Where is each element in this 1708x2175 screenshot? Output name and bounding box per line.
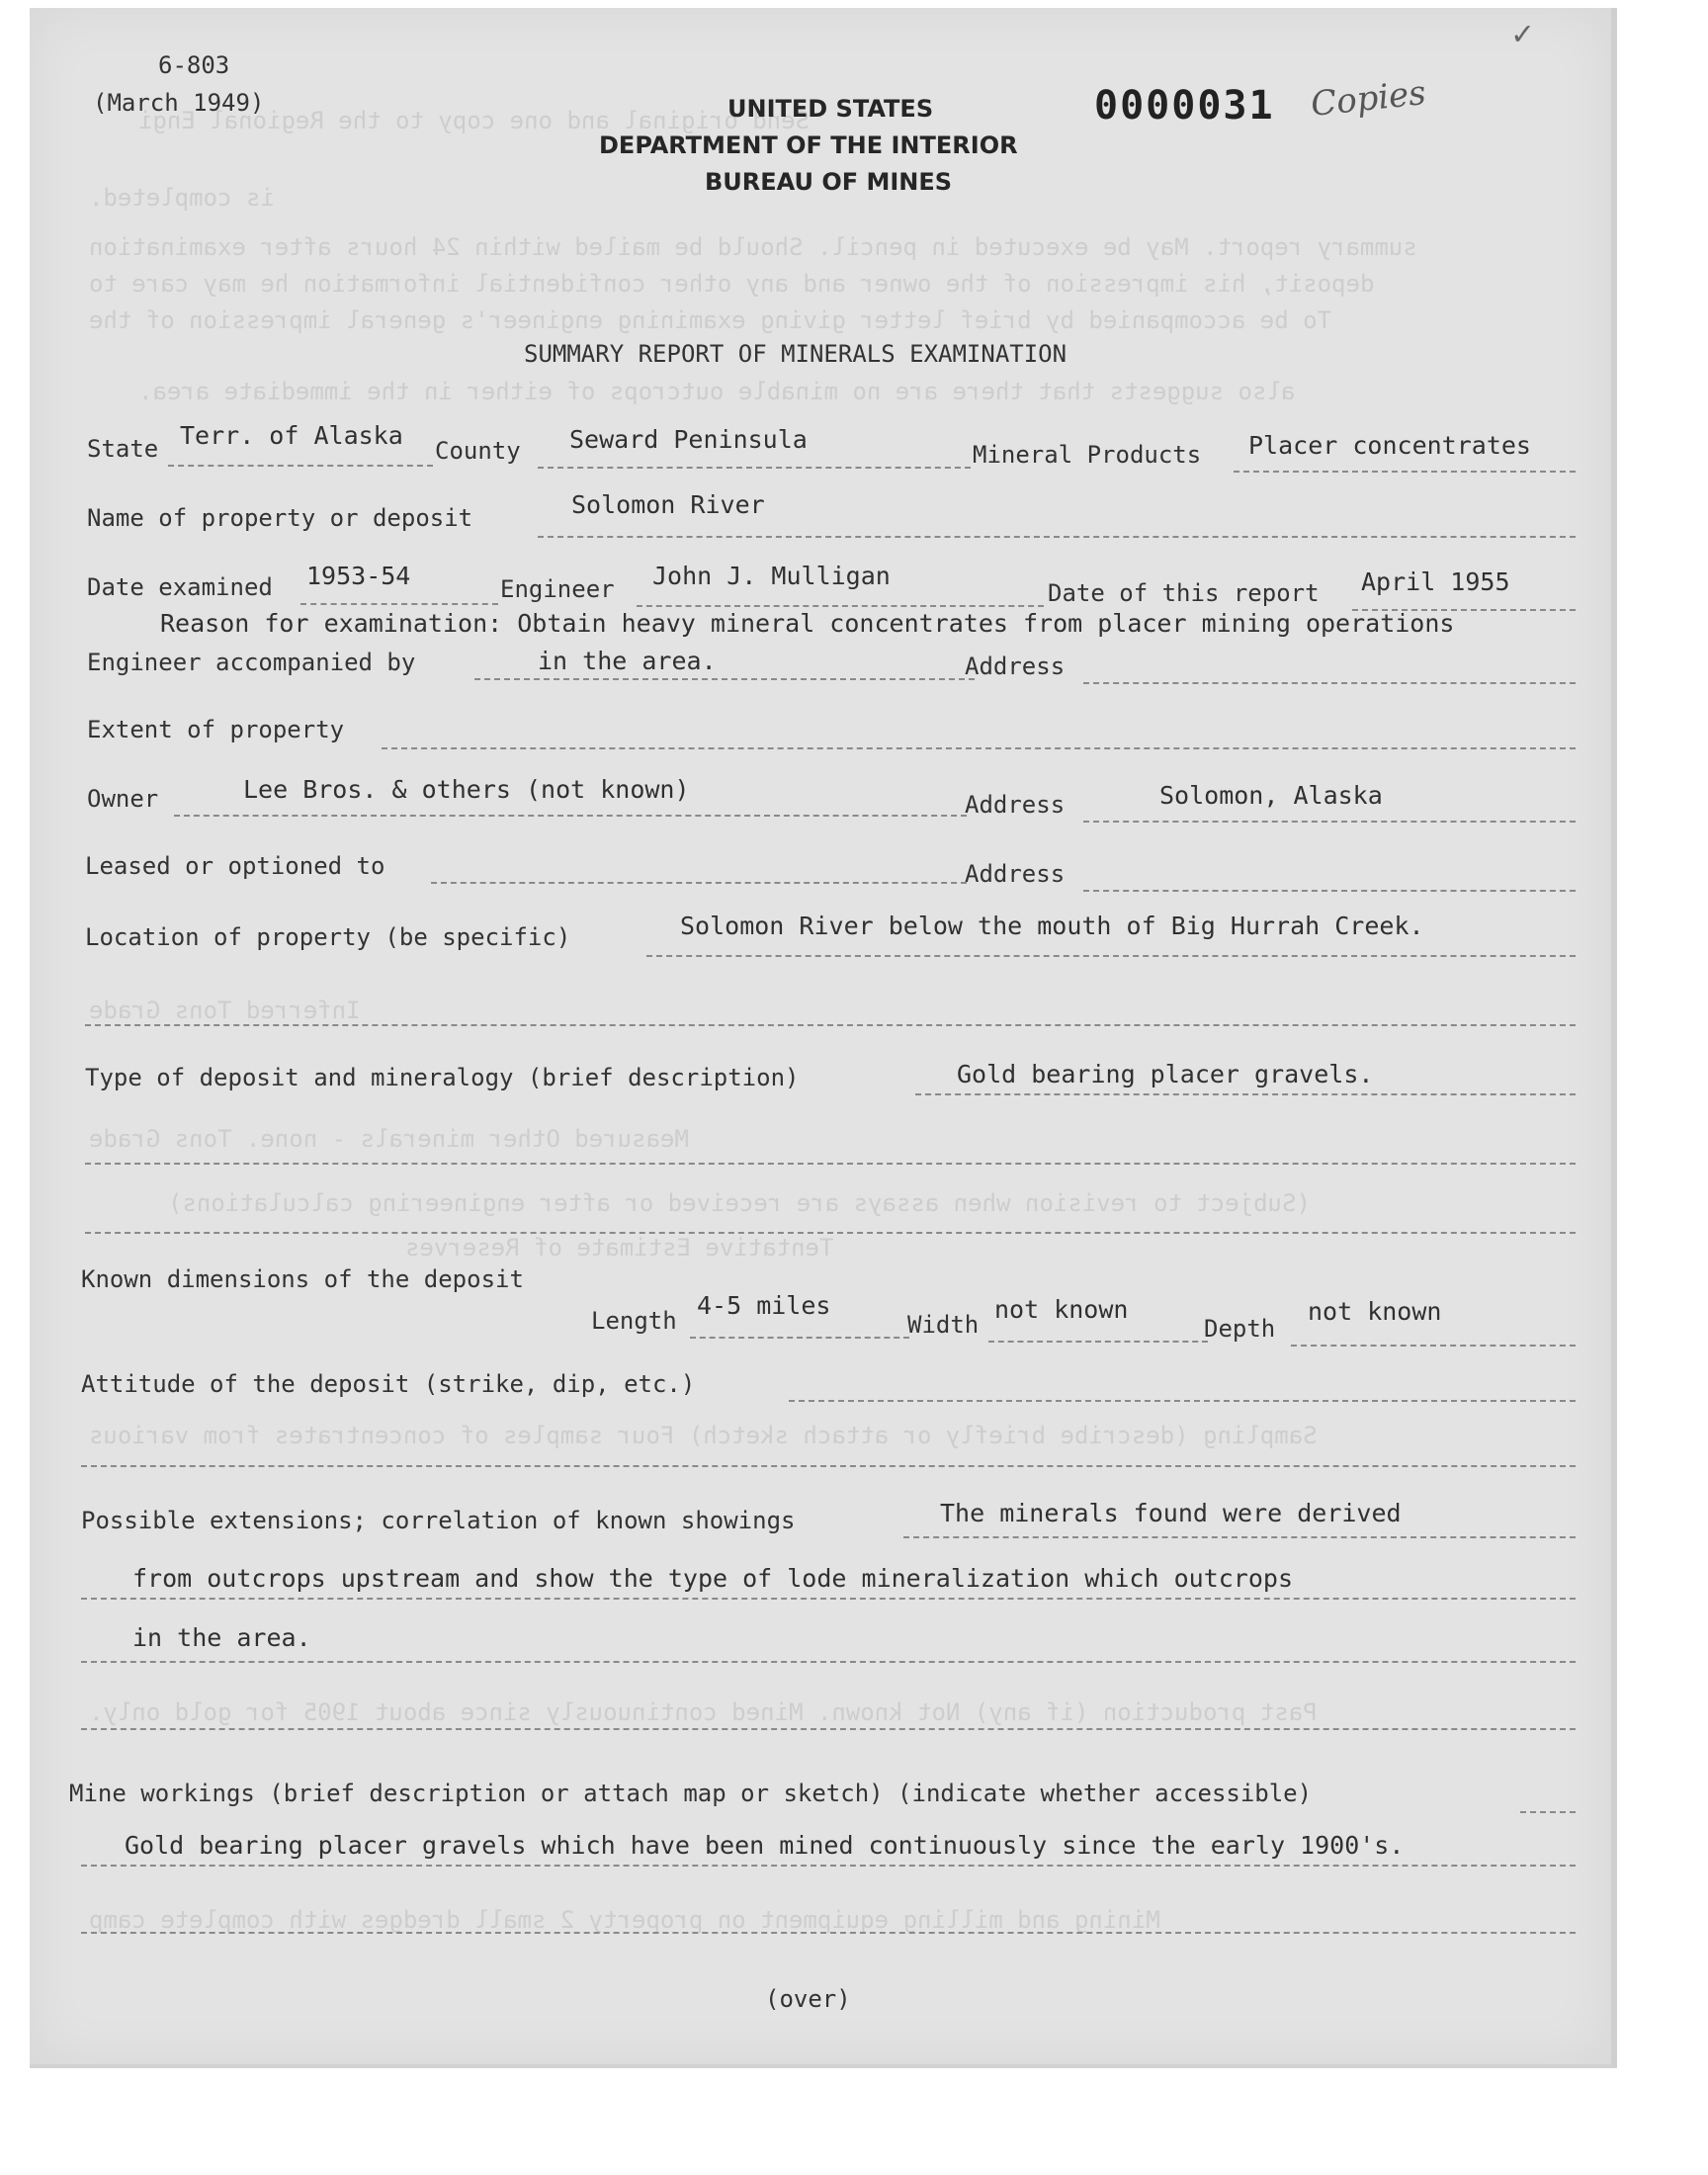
- owner-address-value: Solomon, Alaska: [1159, 781, 1383, 810]
- extensions-value-line2: from outcrops upstream and show the type of lode mineralization which outcrops: [132, 1564, 1293, 1593]
- depth-label: Depth: [1204, 1315, 1276, 1343]
- state-field-line: [168, 465, 433, 467]
- location-label: Location of property (be specific): [85, 923, 571, 951]
- leased-address-label: Address: [965, 860, 1066, 888]
- engineer-label: Engineer: [500, 575, 615, 603]
- extensions-line-3: [81, 1661, 1576, 1663]
- form-revision: (March 1949): [93, 89, 265, 117]
- width-label: Width: [907, 1311, 980, 1339]
- length-label: Length: [591, 1307, 677, 1335]
- attitude-continuation-line: [81, 1465, 1576, 1467]
- show-through-text: summary report. May be executed in pencil. Should be mailed within 24 hours after examination: [89, 233, 1417, 261]
- length-value: 4-5 miles: [697, 1291, 831, 1320]
- mineral-products-field-line: [1234, 471, 1576, 473]
- property-name-label: Name of property or deposit: [87, 504, 473, 532]
- extensions-field-line: [903, 1536, 1576, 1538]
- show-through-text: Measured Other minerals - none. Tons Grade: [89, 1125, 689, 1153]
- form-number: 6-803: [158, 51, 230, 79]
- workings-field-line: [1520, 1811, 1576, 1813]
- state-value: Terr. of Alaska: [180, 421, 403, 450]
- header-line1: UNITED STATES: [727, 95, 934, 123]
- leased-field-line: [431, 882, 967, 884]
- extent-label: Extent of property: [87, 716, 345, 743]
- state-label: State: [87, 435, 159, 463]
- property-name-value: Solomon River: [571, 490, 765, 519]
- show-through-text: Send original and one copy to the Regional Engi: [138, 107, 811, 134]
- leased-address-field-line: [1083, 890, 1576, 892]
- date-examined-value: 1953-54: [306, 562, 411, 590]
- workings-label: Mine workings (brief description or attach map or sketch) (indicate whether accessible): [69, 1780, 1313, 1807]
- county-value: Seward Peninsula: [569, 425, 808, 454]
- show-through-text: also suggests that there are no minable outcrops of either in the immediate area.: [138, 378, 1296, 405]
- depth-value: not known: [1308, 1297, 1442, 1326]
- deposit-type-value: Gold bearing placer gravels.: [957, 1060, 1374, 1088]
- county-label: County: [435, 437, 521, 465]
- width-value: not known: [994, 1295, 1129, 1324]
- date-examined-field-line: [300, 603, 498, 605]
- accompanied-field-line: [474, 678, 975, 680]
- check-mark-icon: ✓: [1512, 14, 1533, 53]
- deposit-type-field-line: [915, 1093, 1576, 1095]
- header-line3: BUREAU OF MINES: [705, 168, 953, 196]
- depth-field-line: [1291, 1345, 1576, 1347]
- show-through-text: Tentative Estimate of Reserves: [405, 1234, 834, 1262]
- owner-field-line: [174, 815, 967, 817]
- show-through-text: Mining and milling equipment on property 2 small dredges with complete camp: [89, 1906, 1160, 1934]
- mineral-products-value: Placer concentrates: [1248, 431, 1531, 460]
- location-continuation-line: [85, 1024, 1576, 1026]
- extent-field-line: [382, 747, 1576, 749]
- owner-address-label: Address: [965, 791, 1066, 819]
- width-field-line: [988, 1341, 1208, 1343]
- length-field-line: [690, 1337, 909, 1339]
- show-through-text: Sampling (describe briefly or attach sketch) Four samples of concentrates from various: [89, 1422, 1318, 1449]
- engineer-value: John J. Mulligan: [652, 562, 891, 590]
- location-field-line: [646, 955, 1576, 957]
- accompanied-address-field-line: [1083, 682, 1576, 684]
- owner-value: Lee Bros. & others (not known): [243, 775, 690, 804]
- header-line2: DEPARTMENT OF THE INTERIOR: [599, 131, 1018, 159]
- deposit-type-label: Type of deposit and mineralogy (brief description): [85, 1064, 800, 1091]
- accompanied-value: in the area.: [538, 647, 717, 675]
- extensions-value-line1: The minerals found were derived: [940, 1499, 1402, 1527]
- show-through-text: To be accompanied by brief letter giving examining engineer's general impression of the: [89, 306, 1332, 334]
- page-title: SUMMARY REPORT OF MINERALS EXAMINATION: [524, 340, 1068, 368]
- attitude-field-line: [789, 1400, 1576, 1402]
- handwritten-note: Copies: [1309, 73, 1428, 125]
- accompanied-address-label: Address: [965, 652, 1066, 680]
- show-through-text: Inferred Tons Grade: [89, 997, 361, 1024]
- over-note: (over): [765, 1985, 851, 2013]
- leased-label: Leased or optioned to: [85, 852, 385, 880]
- workings-value: Gold bearing placer gravels which have been mined continuously since the early 1900's.: [125, 1831, 1405, 1860]
- workings-line-3: [81, 1932, 1576, 1934]
- owner-label: Owner: [87, 785, 159, 813]
- reason-for-examination: Reason for examination: Obtain heavy mineral concentrates from placer mining operations: [160, 609, 1455, 638]
- show-through-text: deposit, his impression of the owner and any other confidential information he may care to: [89, 270, 1375, 298]
- deposit-type-continuation-line-1: [85, 1163, 1576, 1165]
- owner-address-field-line: [1083, 821, 1576, 823]
- county-field-line: [538, 467, 971, 469]
- extensions-label: Possible extensions; correlation of known showings: [81, 1507, 796, 1534]
- mineral-products-label: Mineral Products: [973, 441, 1202, 469]
- property-name-field-line: [538, 536, 1576, 538]
- extensions-line-4: [81, 1728, 1576, 1730]
- document-number: 0000031: [1094, 83, 1275, 129]
- show-through-text: Past production (if any) Not known. Mined continuously since about 1905 for gold only.: [89, 1698, 1318, 1726]
- date-of-report-label: Date of this report: [1048, 579, 1320, 607]
- extensions-value-line3: in the area.: [132, 1623, 311, 1652]
- extensions-line-2: [81, 1598, 1576, 1600]
- show-through-text: is completed.: [89, 184, 275, 212]
- form-sheet: [30, 8, 1617, 2068]
- date-of-report-value: April 1955: [1361, 567, 1510, 596]
- show-through-text: (Subject to revision when assays are received or after engineering calculations): [168, 1189, 1311, 1217]
- engineer-field-line: [637, 605, 1044, 607]
- workings-line-2: [81, 1865, 1576, 1867]
- attitude-label: Attitude of the deposit (strike, dip, etc.): [81, 1370, 696, 1398]
- dimensions-label: Known dimensions of the deposit: [81, 1265, 524, 1293]
- accompanied-label: Engineer accompanied by: [87, 649, 416, 676]
- date-examined-label: Date examined: [87, 573, 273, 601]
- deposit-type-continuation-line-2: [85, 1232, 1576, 1234]
- location-value: Solomon River below the mouth of Big Hurrah Creek.: [680, 912, 1424, 940]
